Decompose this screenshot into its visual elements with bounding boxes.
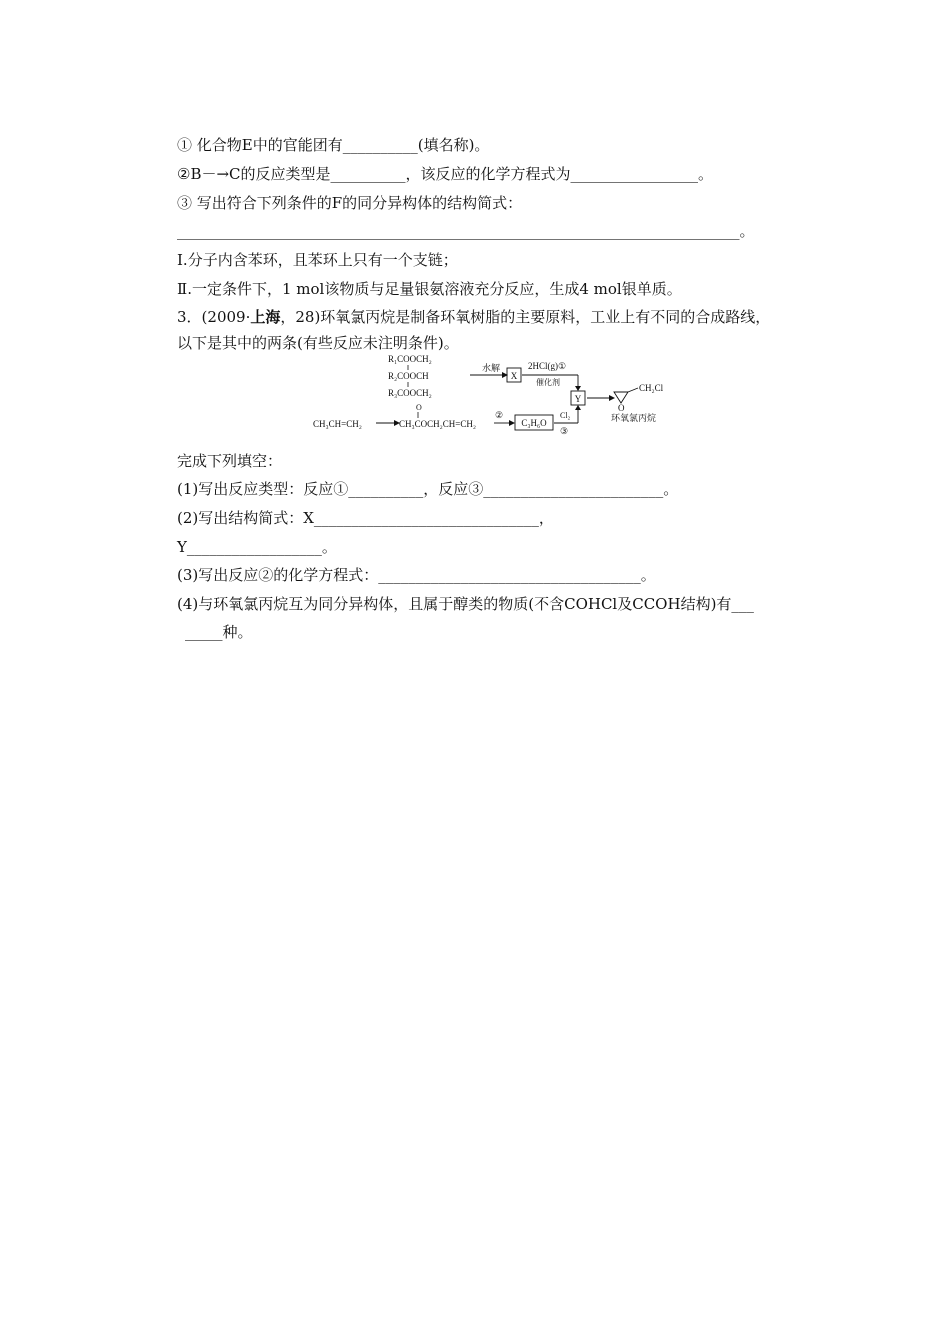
problem-three-heading (177, 307, 770, 327)
step-two-label: ② (495, 410, 504, 420)
product-name: 环氧氯丙烷 (611, 413, 657, 423)
c3h6o-label: C₃H₆O (521, 418, 547, 428)
problem-intro: ，28)环氧氯丙烷是制备环氧树脂的主要原料，工业上有不同的合成路线， (280, 308, 771, 326)
step-three-label: ③ (560, 426, 569, 436)
y-box-label: Y (574, 394, 582, 404)
cl2-label: Cl₂ (560, 411, 571, 420)
question-line-isomer: ③ 写出符合下列条件的F的同分异构体的结构简式： (177, 194, 523, 212)
problem-three-intro-continued: 以下是其中的两条(有些反应未注明条件)。 (177, 334, 459, 352)
step-two-arrowhead (509, 420, 515, 426)
epoxide-ring (614, 392, 628, 403)
ester-line-three: R₃COOCH₂ (388, 388, 432, 398)
problem-number: 3．(2009· (177, 308, 251, 326)
catalyst-label: 催化剂 (536, 378, 560, 387)
intermediate-ester: CH₃COCH₂CH=CH₂ (399, 419, 477, 429)
cl2-arrowhead (575, 405, 581, 410)
fill-instruction: 完成下列填空： (177, 452, 283, 470)
question-line-functional-groups: ① 化合物E中的官能团有__________(填名称)。 (177, 136, 490, 154)
subquestion-one: (1)写出反应类型：反应①__________，反应③________________________。 (177, 480, 679, 498)
answer-blank-line: ___________________________________________________________________________。 (177, 222, 755, 240)
product-oxygen: O (618, 403, 625, 413)
condition-one: Ⅰ.分子内含苯环，且苯环上只有一个支链； (177, 251, 458, 269)
y-to-product-arrowhead (609, 395, 615, 401)
question-line-reaction-type: ②B－→C的反应类型是__________，该反应的化学方程式为_________________。 (177, 165, 714, 183)
condition-two: Ⅱ.一定条件下，1 mol该物质与足量银氨溶液充分反应，生成4 mol银单质。 (177, 280, 682, 298)
epoxide-side-bond (628, 388, 638, 392)
subquestion-four: (4)与环氧氯丙烷互为同分异构体，且属于醇类的物质(不含COHCl及CCOH结构)有___ (177, 595, 754, 613)
ester-line-one: R₁COOCH₂ (388, 354, 432, 364)
problem-source: 上海 (250, 308, 281, 326)
x-box-label: X (510, 371, 518, 381)
hydrolysis-label: 水解 (482, 363, 501, 373)
subquestion-two-y: Y__________________。 (177, 538, 337, 556)
carbonyl-oxygen: O (416, 403, 422, 412)
subquestion-four-continued: _____种。 (185, 623, 253, 641)
hcl-reagent-label: 2HCl(g)① (528, 361, 567, 371)
synthesis-route-diagram (310, 352, 680, 436)
start-material: CH₃CH=CH₂ (313, 419, 362, 429)
subquestion-two: (2)写出结构简式：X______________________________， (177, 509, 554, 527)
product-ch2cl: CH₂Cl (639, 383, 664, 393)
hcl-arrowhead (575, 386, 581, 391)
ester-line-two: R₂COOCH (388, 371, 429, 381)
subquestion-three: (3)写出反应②的化学方程式：___________________________________。 (177, 566, 656, 584)
